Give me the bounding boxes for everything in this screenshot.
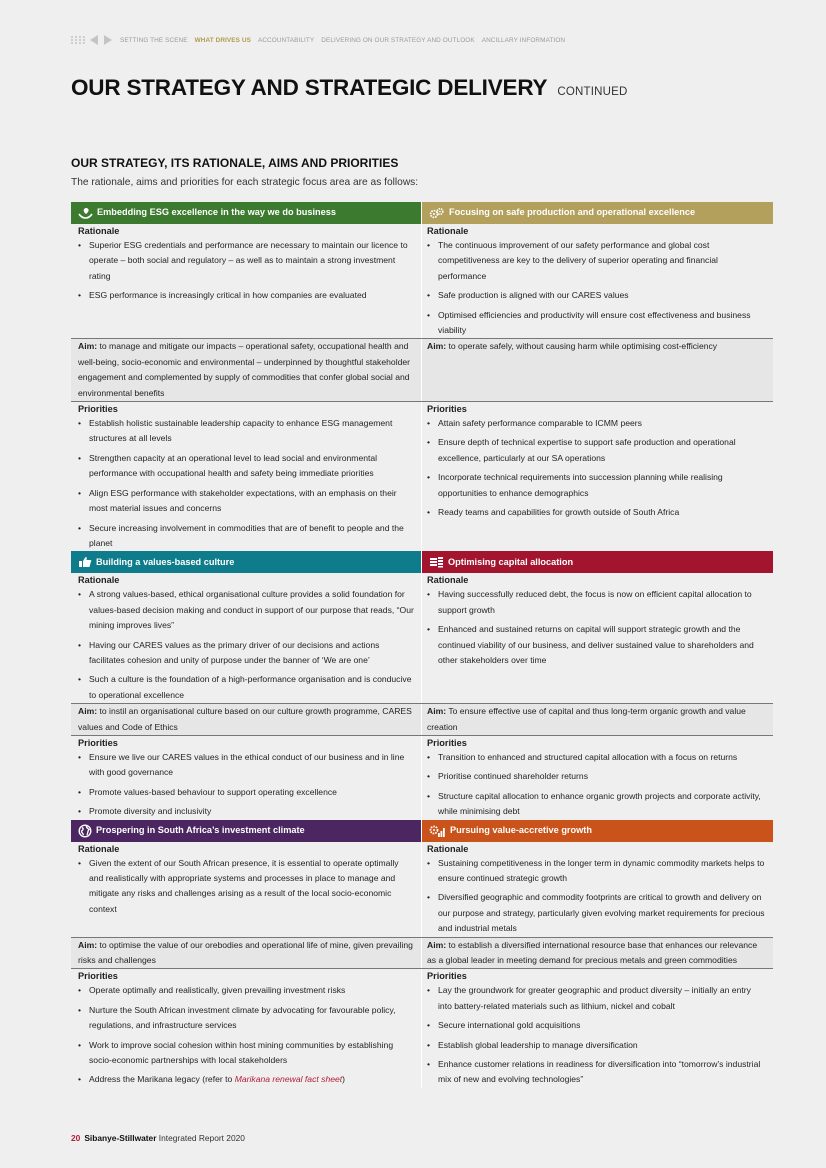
list-item: • Establish global leadership to manage diversification	[427, 1038, 767, 1053]
thumbs-up-icon	[78, 556, 92, 568]
aim-growth	[422, 938, 773, 969]
list-item: • Structure capital allocation to enhance organic growth projects and corporate activity, while minimising debt	[427, 789, 767, 820]
aim-label: Aim:	[427, 341, 447, 352]
list-item: • Promote values-based behaviour to support operating excellence	[78, 785, 415, 800]
aim-row	[71, 704, 773, 736]
list-item: • Enhance customer relations in readiness for diversification into “tomorrow’s industrial mix of new and evolving technologies”	[427, 1057, 767, 1088]
page-title-text: OUR STRATEGY AND STRATEGIC DELIVERY	[71, 75, 548, 100]
area-title: Optimising capital allocation	[448, 556, 574, 567]
priorities-capital	[422, 736, 773, 820]
area-header-south-africa	[71, 820, 422, 842]
leaf-hands-icon	[78, 207, 93, 220]
aim-text: To ensure effective use of capital and thus long-term organic growth and value creation	[427, 706, 746, 732]
priorities-row	[71, 402, 773, 551]
page-number: 20	[71, 1133, 81, 1143]
list-item: • Strengthen capacity at an operational level to lead social and environmental performance with occupational health and safety being immediate priorities	[78, 451, 415, 482]
rationale-list	[427, 587, 767, 668]
priorities-label: Priorities	[78, 971, 118, 982]
priorities-south-africa	[71, 969, 422, 1087]
aim-label: Aim:	[427, 706, 447, 717]
list-item: • Establish holistic sustainable leadership capacity to enhance ESG management structures at all levels	[78, 416, 415, 447]
priorities-list	[78, 983, 415, 1087]
priorities-culture	[71, 736, 422, 820]
rationale-label: Rationale	[78, 575, 120, 586]
list-item: • Enhanced and sustained returns on capital will support strategic growth and the continued viability of our business, and deliver sustained value to shareholders and other stakeholders over time	[427, 622, 767, 668]
area-title: Prospering in South Africa’s investment climate	[96, 824, 305, 835]
list-item: • Given the extent of our South African presence, it is essential to operate optimally and realistically with appropriate systems and processes in place to manage and mitigate any risks and challenges arising as a result of the local socio-economic context	[78, 856, 415, 918]
header-row	[71, 551, 773, 573]
rationale-label: Rationale	[427, 575, 469, 586]
list-item: • Ensure we live our CARES values in the ethical conduct of our business and in line with good governance	[78, 750, 415, 781]
nav-setting-the-scene[interactable]: SETTING THE SCENE	[120, 36, 188, 44]
company-name: Sibanye-Stillwater	[84, 1133, 157, 1143]
list-item: • Prioritise continued shareholder returns	[427, 769, 767, 784]
priorities-list	[427, 416, 767, 520]
section-heading: OUR STRATEGY, ITS RATIONALE, AIMS AND PRIORITIES	[71, 156, 399, 170]
priorities-label: Priorities	[427, 737, 467, 748]
list-item: • Promote diversity and inclusivity	[78, 804, 415, 819]
list-item: • Sustaining competitiveness in the longer term in dynamic commodity markets helps to ensure continued strategic growth	[427, 856, 767, 887]
aim-label: Aim:	[78, 939, 98, 950]
breadcrumb-nav	[71, 33, 572, 47]
intro-text: The rationale, aims and priorities for each strategic focus area are as follows:	[71, 177, 419, 188]
rationale-list	[427, 238, 767, 338]
area-title: Embedding ESG excellence in the way we do business	[97, 207, 336, 218]
aim-culture	[71, 704, 422, 735]
area-title: Pursuing value-accretive growth	[450, 824, 592, 835]
header-row	[71, 820, 773, 842]
area-header-safe-production	[422, 202, 773, 224]
growth-gears-icon	[429, 824, 446, 838]
priorities-growth	[422, 969, 773, 1087]
list-item: • Superior ESG credentials and performance are necessary to maintain our licence to operate – both social and regulatory – as well as to maintain a strong investment rating	[78, 238, 415, 284]
priorities-label: Priorities	[427, 971, 467, 982]
aim-esg	[71, 339, 422, 401]
nav-accountability[interactable]: ACCOUNTABILITY	[257, 36, 315, 44]
list-item: • Transition to enhanced and structured capital allocation with a focus on returns	[427, 750, 767, 765]
aim-safe-production	[422, 339, 773, 401]
rationale-row	[71, 842, 773, 938]
nav-ancillary-information[interactable]: ANCILLARY INFORMATION	[481, 36, 566, 44]
rationale-list	[78, 587, 415, 703]
area-title: Building a values-based culture	[96, 556, 235, 567]
rationale-list	[78, 238, 415, 304]
page-title	[71, 75, 628, 101]
priorities-label: Priorities	[427, 404, 467, 415]
list-item: • The continuous improvement of our safety performance and global cost competitiveness are key to the delivery of superior operating and financial performance	[427, 238, 767, 284]
rationale-culture	[71, 573, 422, 703]
priorities-row	[71, 736, 773, 820]
aim-text: to operate safely, without causing harm while optimising cost-efficiency	[448, 341, 718, 352]
list-item: • Ready teams and capabilities for growth outside of South Africa	[427, 505, 767, 520]
marikana-suffix: )	[342, 1074, 346, 1085]
priorities-list	[427, 983, 767, 1087]
area-header-culture	[71, 551, 422, 573]
list-item: • Operate optimally and realistically, given prevailing investment risks	[78, 983, 415, 998]
priorities-safe-production	[422, 402, 773, 551]
next-page-icon[interactable]	[104, 35, 112, 45]
list-item	[78, 1072, 415, 1087]
list-item: • Nurture the South African investment climate by advocating for favourable policy, regulations, and infrastructure services	[78, 1003, 415, 1034]
priorities-label: Priorities	[78, 404, 118, 415]
list-item: • Diversified geographic and commodity footprints are critical to growth and delivery on our purpose and strategy, particularly given evolving market requirements for precious and industrial metals	[427, 890, 767, 936]
previous-page-icon[interactable]	[90, 35, 98, 45]
page-title-suffix: CONTINUED	[557, 86, 628, 98]
aim-text: to establish a diversified international resource base that enhances our relevance as a global leader in meeting demand for precious metals and green commodities	[427, 939, 758, 966]
marikana-fact-sheet-link[interactable]: Marikana renewal fact sheet	[234, 1074, 343, 1085]
aim-south-africa	[71, 938, 422, 969]
list-item: • Having our CARES values as the primary driver of our decisions and actions facilitates cohesion and unity of purpose under the banner of ‘We are one’	[78, 638, 415, 669]
aim-label: Aim:	[78, 706, 98, 717]
list-item: • Lay the groundwork for greater geographic and product diversity – initially an entry into battery-related materials such as lithium, nickel and cobalt	[427, 983, 767, 1014]
list-item: • Having successfully reduced debt, the focus is now on efficient capital allocation to support growth	[427, 587, 767, 618]
rationale-label: Rationale	[427, 843, 469, 854]
strategy-grid	[71, 202, 773, 1088]
list-item: • Secure increasing involvement in commodities that are of benefit to people and the planet	[78, 521, 415, 552]
gears-icon	[429, 207, 445, 220]
nav-delivering-on-strategy[interactable]: DELIVERING ON OUR STRATEGY AND OUTLOOK	[321, 36, 475, 44]
document-name: Integrated Report 2020	[158, 1133, 245, 1143]
priorities-list	[427, 750, 767, 820]
priorities-esg	[71, 402, 422, 551]
aim-text: to instil an organisational culture based on our culture growth programme, CARES values and Code of Ethics	[78, 706, 412, 732]
area-header-growth	[422, 820, 773, 842]
list-item: • Optimised efficiencies and productivity will ensure cost effectiveness and business viability	[427, 308, 767, 339]
list-item: • Work to improve social cohesion within host mining communities by establishing socio-economic partnerships with local stakeholders	[78, 1038, 415, 1069]
rationale-label: Rationale	[427, 226, 469, 236]
rationale-label: Rationale	[78, 843, 120, 854]
list-item: • Align ESG performance with stakeholder expectations, with an emphasis on their most material issues and concerns	[78, 486, 415, 517]
rationale-label: Rationale	[78, 226, 120, 236]
list-item: • Secure international gold acquisitions	[427, 1018, 767, 1033]
priorities-list	[78, 416, 415, 551]
aim-row	[71, 339, 773, 402]
aim-row	[71, 938, 773, 970]
rationale-capital	[422, 573, 773, 703]
list-item: • Attain safety performance comparable to ICMM peers	[427, 416, 767, 431]
money-stack-icon	[429, 556, 444, 568]
aim-text: to manage and mitigate our impacts – operational safety, occupational health and well-being, socio-economic and environmental – underpinned by thoughtful stakeholder engagement and complemented by supply of commodities that confer global social and environmental benefits	[78, 341, 411, 398]
globe-icon	[78, 824, 92, 838]
aim-label: Aim:	[427, 939, 447, 950]
area-title: Focusing on safe production and operational excellence	[449, 207, 696, 218]
aim-label: Aim:	[78, 341, 98, 352]
rationale-south-africa	[71, 842, 422, 937]
rationale-esg	[71, 224, 422, 338]
priorities-label: Priorities	[78, 737, 118, 748]
rationale-list	[427, 856, 767, 937]
rationale-row	[71, 224, 773, 339]
list-item: • Ensure depth of technical expertise to support safe production and operational excellence, particularly at our SA operations	[427, 435, 767, 466]
page-footer	[71, 1133, 245, 1143]
priorities-row	[71, 969, 773, 1087]
grid-menu-icon[interactable]	[71, 36, 86, 44]
header-row	[71, 202, 773, 224]
list-item: • A strong values-based, ethical organisational culture provides a solid foundation for values-based decision making and conduct in support of our purpose that reads, “Our mining improves lives”	[78, 587, 415, 633]
list-item: • Such a culture is the foundation of a high-performance organisation and is conducive to operational excellence	[78, 672, 415, 703]
rationale-growth	[422, 842, 773, 937]
rationale-safe-production	[422, 224, 773, 338]
marikana-prefix: Address the Marikana legacy (refer to	[89, 1074, 235, 1085]
area-header-capital	[422, 551, 773, 573]
aim-text: to optimise the value of our orebodies and operational life of mine, given prevailing risks and challenges	[78, 939, 413, 966]
rationale-row	[71, 573, 773, 704]
area-header-esg	[71, 202, 422, 224]
priorities-list	[78, 750, 415, 820]
nav-what-drives-us[interactable]: WHAT DRIVES US	[194, 36, 251, 44]
rationale-list	[78, 856, 415, 918]
list-item: • Incorporate technical requirements into succession planning while realising opportunities to enhance demographics	[427, 470, 767, 501]
aim-capital	[422, 704, 773, 735]
list-item: • ESG performance is increasingly critical in how companies are evaluated	[78, 288, 415, 303]
list-item: • Safe production is aligned with our CARES values	[427, 288, 767, 303]
